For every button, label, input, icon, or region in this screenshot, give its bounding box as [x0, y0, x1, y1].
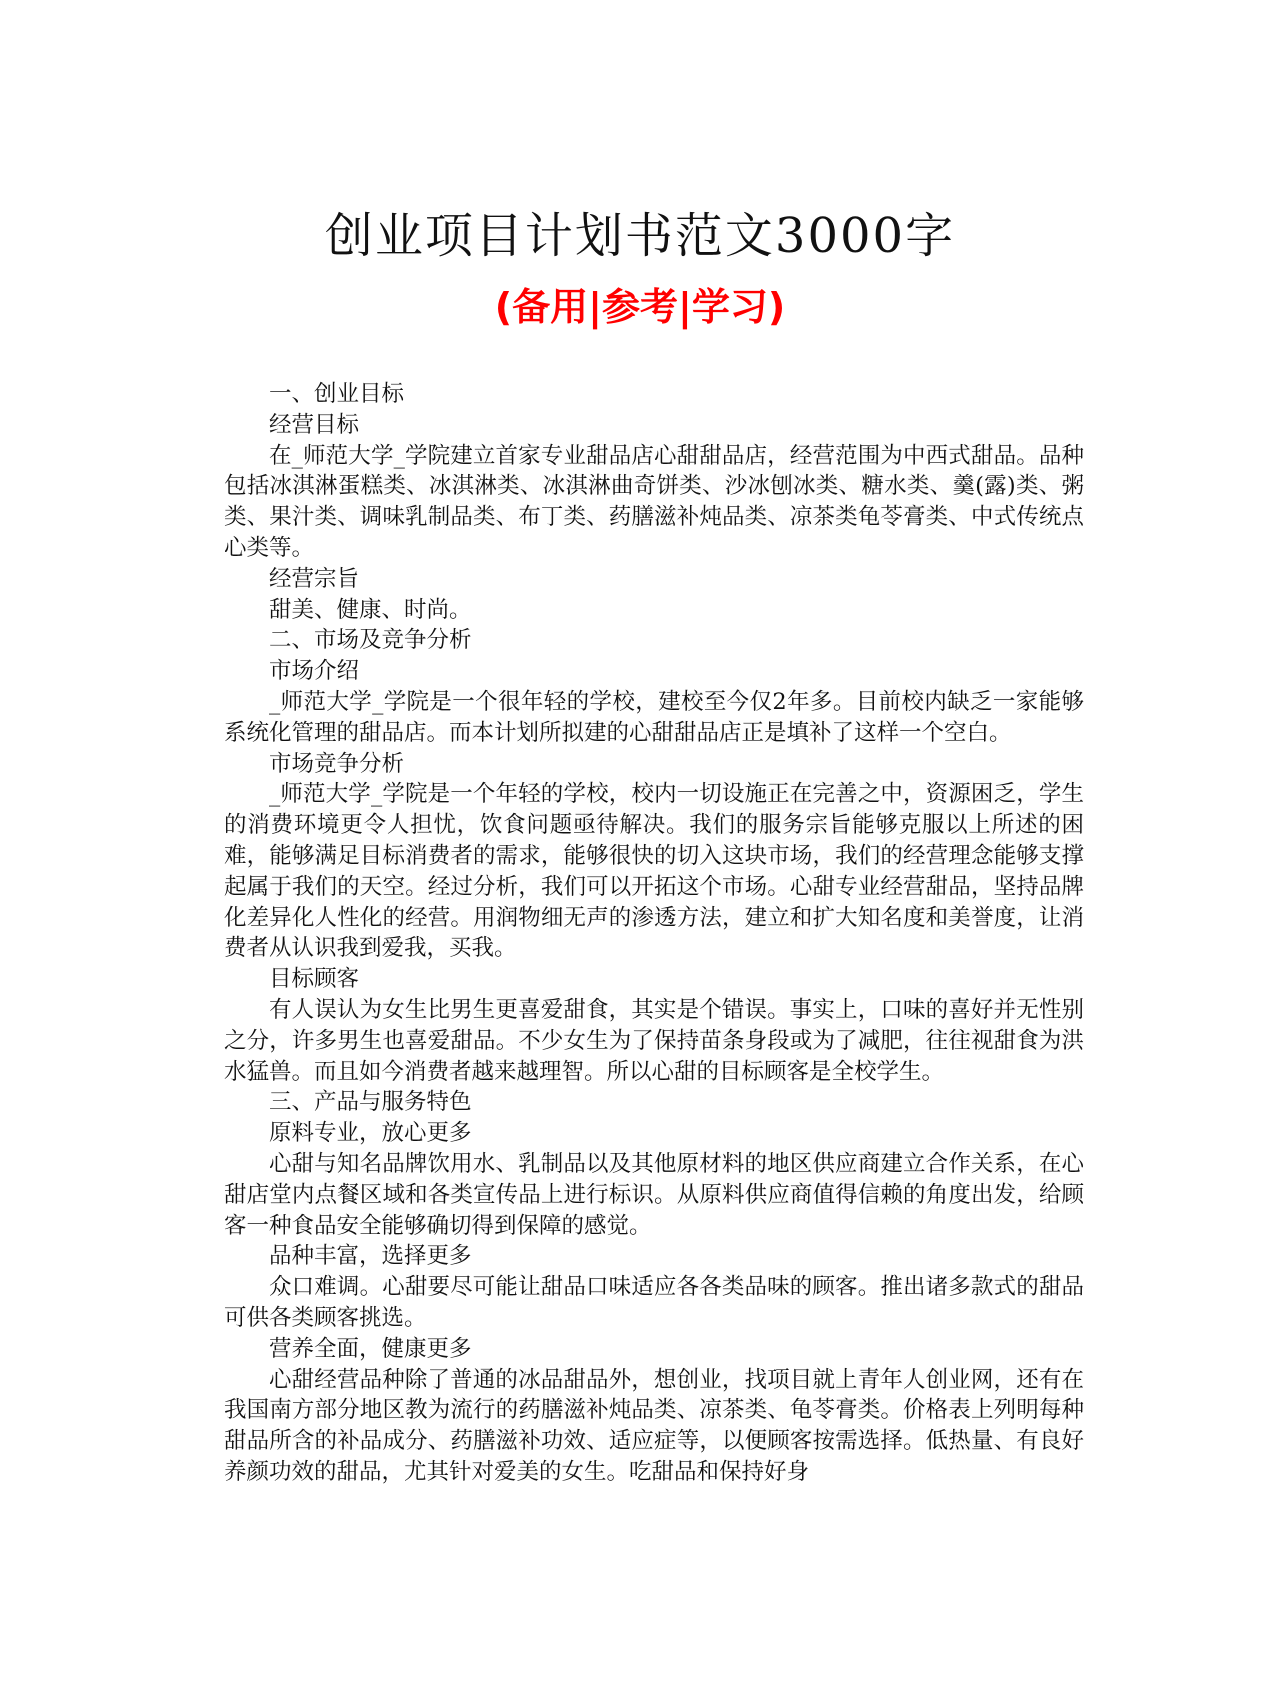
subheading: 原料专业，放心更多: [269, 1120, 472, 1147]
paragraph: _师范大学_学院是一个很年轻的学校，建校至今仅2年多。目前校内缺乏一家能够系统化管理的甜品店。而本计划所拟建的心甜甜品店正是填补了这样一个空白。: [224, 688, 1084, 746]
paragraph: 在_师范大学_学院建立首家专业甜品店心甜甜品店，经营范围为中西式甜品。品种包括冰淇淋蛋糕类、冰淇淋类、冰淇淋曲奇饼类、沙冰刨冰类、糖水类、羹(露)类、粥类、果汁类、调味乳制品类、布丁类、药膳滋补炖品类、凉茶类龟苓膏类、中式传统点心类等。: [224, 442, 1084, 561]
subheading: 品种丰富，选择更多: [269, 1243, 472, 1270]
document-body: [224, 379, 1084, 1488]
paragraph: 众口难调。心甜要尽可能让甜品口味适应各各类品味的顾客。推出诸多款式的甜品可供各类顾客挑选。: [224, 1274, 1084, 1331]
subheading: 经营宗旨: [269, 565, 360, 592]
subheading: 市场介绍: [269, 658, 360, 685]
document-subtitle: (备用|参考|学习): [494, 285, 786, 329]
paragraph: 心甜经营品种除了普通的冰品甜品外，想创业，找项目就上青年人创业网，还有在我国南方部分地区教为流行的药膳滋补炖品类、凉茶类、龟苓膏类。价格表上列明每种甜品所含的补品成分、药膳滋补功效、适应症等，以便顾客按需选择。低热量、有良好养颜功效的甜品，尤其针对爱美的女生。吃甜品和保持好身: [224, 1366, 1084, 1485]
heading: 二、市场及竞争分析: [269, 627, 472, 654]
subheading: 营养全面，健康更多: [269, 1335, 472, 1362]
subheading: 市场竞争分析: [269, 750, 405, 777]
subheading: 目标顾客: [269, 966, 360, 993]
paragraph: 有人误认为女生比男生更喜爱甜食，其实是个错误。事实上，口味的喜好并无性别之分，许多男生也喜爱甜品。不少女生为了保持苗条身段或为了减肥，往往视甜食为洪水猛兽。而且如今消费者越来越理智。所以心甜的目标顾客是全校学生。: [224, 996, 1084, 1085]
paragraph: 心甜与知名品牌饮用水、乳制品以及其他原材料的地区供应商建立合作关系，在心甜店堂内点餐区域和各类宣传品上进行标识。从原料供应商值得信赖的角度出发，给顾客一种食品安全能够确切得到保障的感觉。: [224, 1150, 1084, 1239]
paragraph: 甜美、健康、时尚。: [269, 596, 472, 623]
heading: 一、创业目标: [269, 381, 405, 407]
subheading: 经营目标: [269, 411, 360, 438]
paragraph: _师范大学_学院是一个年轻的学校，校内一切设施正在完善之中，资源困乏，学生的消费环境更令人担忧，饮食问题亟待解决。我们的服务宗旨能够克服以上所述的困难，能够满足目标消费者的需求，能够很快的切入这块市场，我们的经营理念能够支撑起属于我们的天空。经过分析，我们可以开拓这个市场。心甜专业经营甜品，坚持品牌化差异化人性化的经营。用润物细无声的渗透方法，建立和扩大知名度和美誉度，让消费者从认识我到爱我，买我。: [224, 781, 1084, 962]
document-title: 创业项目计划书范文3000字: [324, 208, 956, 264]
heading: 三、产品与服务特色: [269, 1089, 472, 1116]
